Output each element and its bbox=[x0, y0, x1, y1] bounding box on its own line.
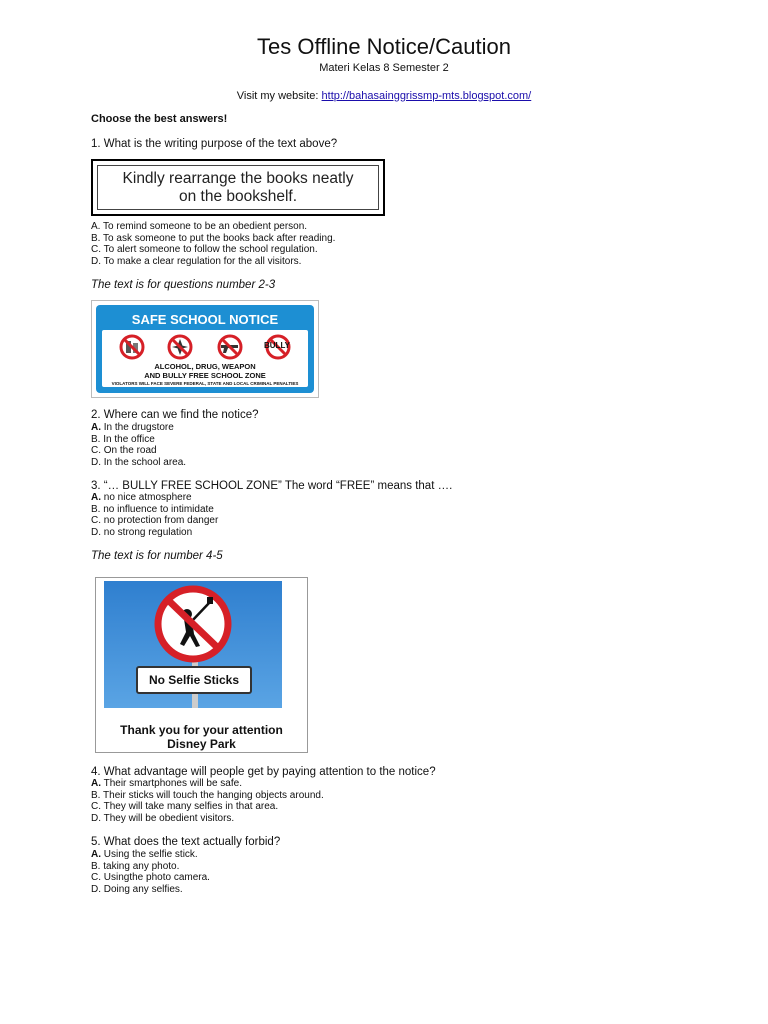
question-5-options bbox=[91, 849, 210, 895]
option-5d[interactable]: D. Doing any selfies. bbox=[91, 883, 183, 895]
no-drug-icon bbox=[169, 336, 191, 358]
sign-small-print: VIOLATORS WILL FACE SEVERE FEDERAL, STATE AND LOCAL CRIMINAL PENALTIES bbox=[111, 381, 299, 386]
no-alcohol-icon bbox=[121, 336, 143, 358]
books-notice-line1: Kindly rearrange the books neatly bbox=[122, 169, 354, 187]
no-weapon-icon bbox=[219, 336, 241, 358]
question-3: 3. “… BULLY FREE SCHOOL ZONE” The word “FREE” means that …. bbox=[91, 480, 453, 492]
safe-school-notice-image bbox=[91, 300, 319, 398]
website-label: Visit my website: bbox=[236, 90, 322, 102]
option-1b[interactable]: B. To ask someone to put the books back after reading. bbox=[91, 232, 336, 244]
option-4d[interactable]: D. They will be obedient visitors. bbox=[91, 812, 235, 824]
option-2c[interactable]: C. On the road bbox=[91, 445, 157, 456]
option-1d[interactable]: D. To make a clear regulation for the all visitors. bbox=[91, 255, 302, 267]
sign-caption bbox=[96, 723, 307, 751]
option-5c[interactable]: C. Usingthe photo camera. bbox=[91, 872, 210, 883]
option-2a[interactable]: A. In the drugstore bbox=[91, 422, 174, 433]
no-selfie-sticks-plate: No Selfie Sticks bbox=[136, 666, 252, 694]
question-2-options bbox=[91, 422, 186, 468]
option-3d[interactable]: D. no strong regulation bbox=[91, 526, 193, 538]
option-3a[interactable]: A. no nice atmosphere bbox=[91, 492, 192, 503]
sign-line-2: AND BULLY FREE SCHOOL ZONE bbox=[144, 370, 266, 380]
option-4b[interactable]: B. Their sticks will touch the hanging objects around. bbox=[91, 789, 324, 801]
question-5: 5. What does the text actually forbid? bbox=[91, 836, 281, 848]
instruction: Choose the best answers! bbox=[91, 113, 228, 125]
sign-main-text bbox=[102, 363, 308, 380]
option-1c[interactable]: C. To alert someone to follow the school regulation. bbox=[91, 244, 318, 255]
sign-line-1: ALCOHOL, DRUG, WEAPON bbox=[154, 362, 256, 371]
caption-line-1: Thank you for your attention bbox=[120, 723, 283, 737]
question-4: 4. What advantage will people get by paying attention to the notice? bbox=[91, 766, 436, 778]
website-link[interactable]: http://bahasainggrissmp-mts.blogspot.com/ bbox=[321, 90, 532, 102]
question-1-options bbox=[91, 221, 335, 267]
no-selfie-sticks-image bbox=[95, 577, 308, 753]
option-3c[interactable]: C. no protection from danger bbox=[91, 515, 219, 526]
document-title: Tes Offline Notice/Caution bbox=[257, 34, 511, 59]
option-1a[interactable]: A. To remind someone to be an obedient person. bbox=[91, 221, 308, 232]
caption-line-2: Disney Park bbox=[167, 737, 236, 751]
question-3-options bbox=[91, 492, 218, 538]
website-line bbox=[0, 90, 768, 102]
intro-questions-4-5: The text is for number 4-5 bbox=[91, 550, 223, 562]
document-subtitle: Materi Kelas 8 Semester 2 bbox=[319, 62, 449, 74]
option-5a[interactable]: A. Using the selfie stick. bbox=[91, 849, 198, 860]
option-5b[interactable]: B. taking any photo. bbox=[91, 860, 180, 872]
option-4c[interactable]: C. They will take many selfies in that area. bbox=[91, 801, 279, 812]
question-1: 1. What is the writing purpose of the text above? bbox=[91, 138, 338, 150]
no-selfie-stick-icon bbox=[144, 584, 242, 664]
question-2: 2. Where can we find the notice? bbox=[91, 409, 259, 421]
bully-label: BULLY bbox=[264, 341, 290, 350]
option-4a[interactable]: A. Their smartphones will be safe. bbox=[91, 778, 242, 789]
option-2b[interactable]: B. In the office bbox=[91, 433, 155, 445]
option-3b[interactable]: B. no influence to intimidate bbox=[91, 503, 214, 515]
sign-heading: SAFE SCHOOL NOTICE bbox=[131, 312, 279, 327]
books-notice-image bbox=[91, 159, 385, 216]
books-notice-line2: on the bookshelf. bbox=[178, 187, 298, 205]
option-2d[interactable]: D. In the school area. bbox=[91, 456, 187, 468]
intro-questions-2-3: The text is for questions number 2-3 bbox=[91, 279, 276, 291]
question-4-options bbox=[91, 778, 324, 824]
